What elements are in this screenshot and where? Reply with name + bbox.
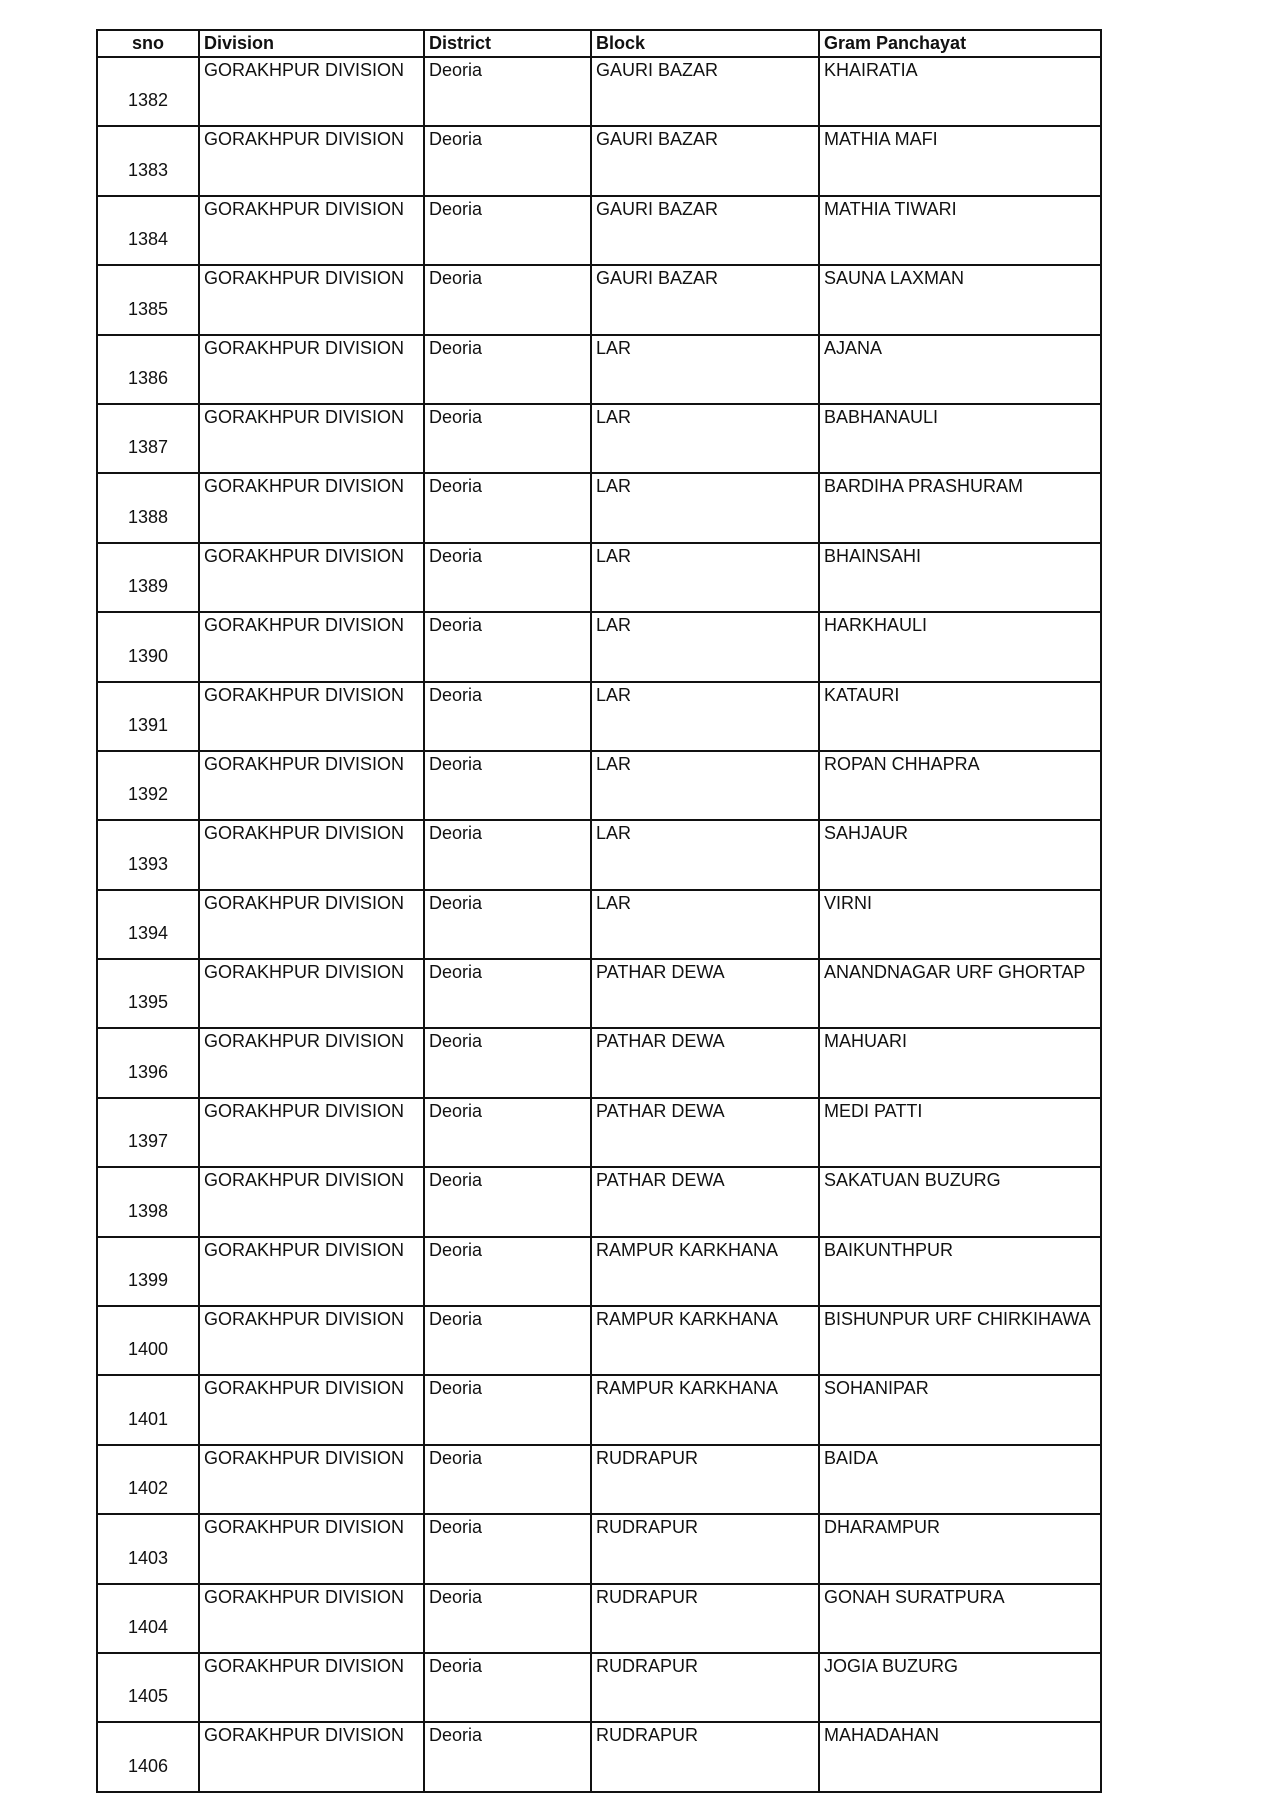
cell-block: RUDRAPUR <box>591 1445 819 1514</box>
cell-district: Deoria <box>424 1584 591 1653</box>
cell-sno: 1387 <box>97 404 199 473</box>
table-row <box>97 612 1101 681</box>
cell-division: GORAKHPUR DIVISION <box>199 1375 424 1444</box>
cell-gram-panchayat: SAHJAUR <box>819 820 1101 889</box>
cell-gram-panchayat: MATHIA MAFI <box>819 126 1101 195</box>
cell-district: Deoria <box>424 682 591 751</box>
cell-sno: 1384 <box>97 196 199 265</box>
cell-gram-panchayat: BAIKUNTHPUR <box>819 1237 1101 1306</box>
cell-sno: 1386 <box>97 335 199 404</box>
cell-district: Deoria <box>424 959 591 1028</box>
cell-division: GORAKHPUR DIVISION <box>199 1098 424 1167</box>
cell-block: RAMPUR KARKHANA <box>591 1237 819 1306</box>
cell-sno: 1404 <box>97 1584 199 1653</box>
table-row <box>97 1584 1101 1653</box>
cell-gram-panchayat: KATAURI <box>819 682 1101 751</box>
table-row <box>97 1375 1101 1444</box>
cell-gram-panchayat: MAHADAHAN <box>819 1722 1101 1791</box>
cell-gram-panchayat: DHARAMPUR <box>819 1514 1101 1583</box>
cell-sno: 1382 <box>97 57 199 126</box>
cell-sno: 1401 <box>97 1375 199 1444</box>
cell-district: Deoria <box>424 1514 591 1583</box>
cell-division: GORAKHPUR DIVISION <box>199 890 424 959</box>
cell-district: Deoria <box>424 1722 591 1791</box>
cell-division: GORAKHPUR DIVISION <box>199 1028 424 1097</box>
table-row <box>97 543 1101 612</box>
cell-gram-panchayat: SAUNA LAXMAN <box>819 265 1101 334</box>
header-block: Block <box>591 30 819 57</box>
cell-gram-panchayat: ANANDNAGAR URF GHORTAP <box>819 959 1101 1028</box>
cell-sno: 1391 <box>97 682 199 751</box>
cell-block: PATHAR DEWA <box>591 1028 819 1097</box>
header-row <box>97 30 1101 57</box>
table-row <box>97 1237 1101 1306</box>
cell-district: Deoria <box>424 1028 591 1097</box>
cell-division: GORAKHPUR DIVISION <box>199 1306 424 1375</box>
cell-block: LAR <box>591 335 819 404</box>
cell-division: GORAKHPUR DIVISION <box>199 126 424 195</box>
cell-gram-panchayat: SAKATUAN BUZURG <box>819 1167 1101 1236</box>
cell-district: Deoria <box>424 890 591 959</box>
cell-block: LAR <box>591 890 819 959</box>
cell-division: GORAKHPUR DIVISION <box>199 404 424 473</box>
cell-district: Deoria <box>424 57 591 126</box>
cell-block: LAR <box>591 751 819 820</box>
cell-block: GAURI BAZAR <box>591 57 819 126</box>
cell-district: Deoria <box>424 335 591 404</box>
table-row <box>97 126 1101 195</box>
table-row <box>97 1167 1101 1236</box>
cell-sno: 1405 <box>97 1653 199 1722</box>
cell-block: PATHAR DEWA <box>591 1167 819 1236</box>
cell-division: GORAKHPUR DIVISION <box>199 57 424 126</box>
cell-gram-panchayat: MAHUARI <box>819 1028 1101 1097</box>
cell-sno: 1389 <box>97 543 199 612</box>
cell-block: RUDRAPUR <box>591 1653 819 1722</box>
cell-gram-panchayat: BABHANAULI <box>819 404 1101 473</box>
gram-panchayat-table <box>96 29 1102 1793</box>
cell-gram-panchayat: BARDIHA PRASHURAM <box>819 473 1101 542</box>
table-row <box>97 890 1101 959</box>
cell-division: GORAKHPUR DIVISION <box>199 1237 424 1306</box>
cell-sno: 1394 <box>97 890 199 959</box>
cell-gram-panchayat: MEDI PATTI <box>819 1098 1101 1167</box>
cell-block: LAR <box>591 404 819 473</box>
cell-sno: 1385 <box>97 265 199 334</box>
cell-district: Deoria <box>424 196 591 265</box>
cell-district: Deoria <box>424 1375 591 1444</box>
cell-gram-panchayat: SOHANIPAR <box>819 1375 1101 1444</box>
header-division: Division <box>199 30 424 57</box>
cell-division: GORAKHPUR DIVISION <box>199 1445 424 1514</box>
cell-division: GORAKHPUR DIVISION <box>199 196 424 265</box>
cell-block: GAURI BAZAR <box>591 126 819 195</box>
cell-division: GORAKHPUR DIVISION <box>199 820 424 889</box>
cell-division: GORAKHPUR DIVISION <box>199 543 424 612</box>
cell-division: GORAKHPUR DIVISION <box>199 959 424 1028</box>
cell-gram-panchayat: VIRNI <box>819 890 1101 959</box>
table-row <box>97 335 1101 404</box>
cell-sno: 1399 <box>97 1237 199 1306</box>
table-row <box>97 1028 1101 1097</box>
cell-gram-panchayat: BHAINSAHI <box>819 543 1101 612</box>
table-body <box>97 57 1101 1792</box>
cell-division: GORAKHPUR DIVISION <box>199 473 424 542</box>
table-row <box>97 1098 1101 1167</box>
table-row <box>97 404 1101 473</box>
cell-sno: 1396 <box>97 1028 199 1097</box>
table-row <box>97 751 1101 820</box>
cell-district: Deoria <box>424 1098 591 1167</box>
cell-division: GORAKHPUR DIVISION <box>199 1653 424 1722</box>
cell-division: GORAKHPUR DIVISION <box>199 612 424 681</box>
cell-district: Deoria <box>424 612 591 681</box>
table-row <box>97 57 1101 126</box>
cell-district: Deoria <box>424 1306 591 1375</box>
cell-gram-panchayat: HARKHAULI <box>819 612 1101 681</box>
cell-division: GORAKHPUR DIVISION <box>199 335 424 404</box>
header-sno: sno <box>97 30 199 57</box>
cell-gram-panchayat: AJANA <box>819 335 1101 404</box>
table-row <box>97 265 1101 334</box>
table-row <box>97 1306 1101 1375</box>
cell-gram-panchayat: KHAIRATIA <box>819 57 1101 126</box>
cell-block: RUDRAPUR <box>591 1514 819 1583</box>
cell-district: Deoria <box>424 751 591 820</box>
cell-block: PATHAR DEWA <box>591 959 819 1028</box>
cell-sno: 1388 <box>97 473 199 542</box>
cell-sno: 1395 <box>97 959 199 1028</box>
cell-district: Deoria <box>424 820 591 889</box>
header-district: District <box>424 30 591 57</box>
cell-division: GORAKHPUR DIVISION <box>199 1167 424 1236</box>
cell-sno: 1392 <box>97 751 199 820</box>
cell-block: RUDRAPUR <box>591 1722 819 1791</box>
cell-district: Deoria <box>424 404 591 473</box>
cell-sno: 1400 <box>97 1306 199 1375</box>
cell-sno: 1393 <box>97 820 199 889</box>
table-row <box>97 820 1101 889</box>
cell-block: LAR <box>591 612 819 681</box>
cell-gram-panchayat: BISHUNPUR URF CHIRKIHAWA <box>819 1306 1101 1375</box>
cell-district: Deoria <box>424 473 591 542</box>
cell-division: GORAKHPUR DIVISION <box>199 751 424 820</box>
cell-sno: 1402 <box>97 1445 199 1514</box>
cell-block: LAR <box>591 682 819 751</box>
cell-sno: 1406 <box>97 1722 199 1791</box>
cell-district: Deoria <box>424 126 591 195</box>
cell-block: LAR <box>591 543 819 612</box>
cell-district: Deoria <box>424 1653 591 1722</box>
cell-division: GORAKHPUR DIVISION <box>199 1514 424 1583</box>
cell-district: Deoria <box>424 1445 591 1514</box>
cell-sno: 1383 <box>97 126 199 195</box>
cell-gram-panchayat: JOGIA BUZURG <box>819 1653 1101 1722</box>
cell-block: PATHAR DEWA <box>591 1098 819 1167</box>
cell-sno: 1397 <box>97 1098 199 1167</box>
cell-sno: 1398 <box>97 1167 199 1236</box>
cell-district: Deoria <box>424 265 591 334</box>
cell-district: Deoria <box>424 1237 591 1306</box>
cell-gram-panchayat: BAIDA <box>819 1445 1101 1514</box>
cell-block: GAURI BAZAR <box>591 196 819 265</box>
cell-district: Deoria <box>424 543 591 612</box>
cell-block: RUDRAPUR <box>591 1584 819 1653</box>
cell-division: GORAKHPUR DIVISION <box>199 1584 424 1653</box>
cell-gram-panchayat: MATHIA TIWARI <box>819 196 1101 265</box>
table-row <box>97 1722 1101 1791</box>
cell-block: RAMPUR KARKHANA <box>591 1306 819 1375</box>
header-gram-panchayat: Gram Panchayat <box>819 30 1101 57</box>
cell-division: GORAKHPUR DIVISION <box>199 265 424 334</box>
table-row <box>97 196 1101 265</box>
cell-sno: 1403 <box>97 1514 199 1583</box>
cell-block: LAR <box>591 473 819 542</box>
cell-gram-panchayat: ROPAN CHHAPRA <box>819 751 1101 820</box>
cell-division: GORAKHPUR DIVISION <box>199 682 424 751</box>
table-row <box>97 1445 1101 1514</box>
cell-block: LAR <box>591 820 819 889</box>
cell-division: GORAKHPUR DIVISION <box>199 1722 424 1791</box>
table-row <box>97 473 1101 542</box>
cell-block: RAMPUR KARKHANA <box>591 1375 819 1444</box>
table-row <box>97 682 1101 751</box>
cell-sno: 1390 <box>97 612 199 681</box>
cell-block: GAURI BAZAR <box>591 265 819 334</box>
cell-gram-panchayat: GONAH SURATPURA <box>819 1584 1101 1653</box>
table-row <box>97 959 1101 1028</box>
table-row <box>97 1514 1101 1583</box>
table-row <box>97 1653 1101 1722</box>
cell-district: Deoria <box>424 1167 591 1236</box>
